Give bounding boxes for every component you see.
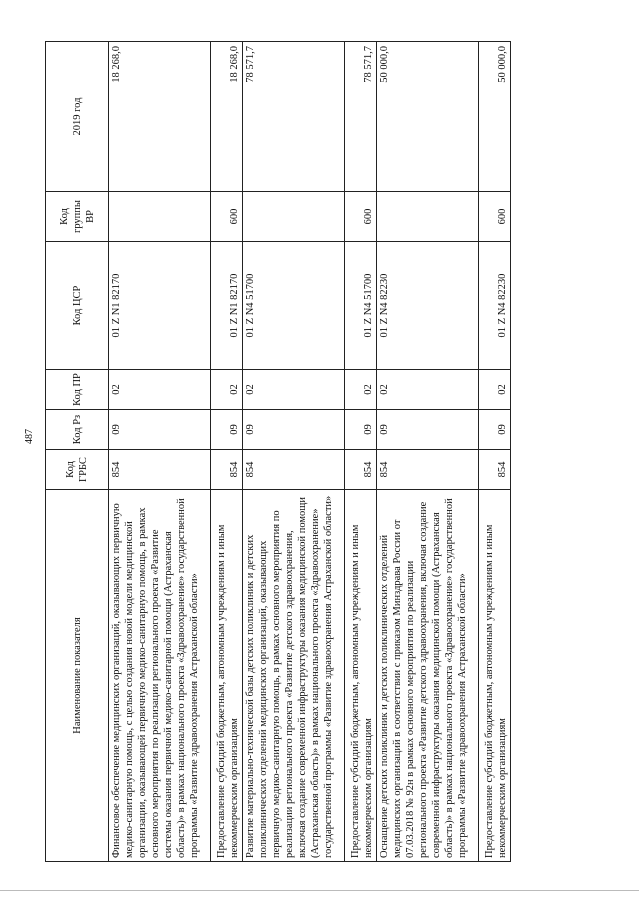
row-amount: 78 571,7 [242,42,344,192]
row-name: Финансовое обеспечение медицинских организаций, оказывающих первичную медико-санитарную помощь, с целью создания новой модели медицинской организации, оказывающей первичную медико-санитарную помощь, в рамках основного мероприятия по реализации регионального проекта «Развитие системы оказания первичной медико-санитарной помощи (Астраханская область)» в рамках национального проекта «Здравоохранение» государственной программы «Развитие здравоохранения Астраханской области» [109,490,211,862]
row-csr: 01 Z N1 82170 [109,242,211,370]
row-csr: 01 Z N1 82170 [211,242,243,370]
header-csr: Код ЦСР [46,242,109,370]
table-row [376,42,478,862]
row-pr: 02 [242,370,344,410]
row-grbs: 854 [211,450,243,490]
row-vr [109,192,211,242]
header-name: Наименование показателя [46,490,109,862]
row-rz: 09 [109,410,211,450]
row-csr: 01 Z N4 51700 [345,242,377,370]
row-name: Оснащение детских поликлиник и детских поликлинических отделений медицинских организаций в соответствии с приказом Минздрава России от 07.03.2018 № 92н в рамках основного мероприятия по реализации регионального проекта «Развитие детского здравоохранения, включая создание современной инфраструктуры оказания медицинской помощи (Астраханская область)» в рамках национального проекта «Здравоохранение» государственной программы «Развитие здравоохранения Астраханской области» [376,490,478,862]
row-amount: 50 000,0 [479,42,511,192]
table-row [211,42,243,862]
table-row [345,42,377,862]
row-pr: 02 [376,370,478,410]
header-pr: Код ПР [46,370,109,410]
row-amount: 18 268,0 [109,42,211,192]
row-grbs: 854 [345,450,377,490]
row-csr: 01 Z N4 51700 [242,242,344,370]
header-rz: Код Рз [46,410,109,450]
row-rz: 09 [211,410,243,450]
row-grbs: 854 [479,450,511,490]
row-grbs: 854 [109,450,211,490]
row-grbs: 854 [242,450,344,490]
row-vr [242,192,344,242]
row-vr: 600 [211,192,243,242]
header-vr: Код группы ВР [46,192,109,242]
row-amount: 78 571,7 [345,42,377,192]
row-amount: 18 268,0 [211,42,243,192]
row-vr: 600 [345,192,377,242]
row-name: Предоставление субсидий бюджетным, автономным учреждениям и иным некоммерческим организациям [479,490,511,862]
rotated-table-container [45,42,511,862]
row-grbs: 854 [376,450,478,490]
row-name: Предоставление субсидий бюджетным, автономным учреждениям и иным некоммерческим организациям [211,490,243,862]
row-pr: 02 [211,370,243,410]
row-rz: 09 [376,410,478,450]
row-rz: 09 [479,410,511,450]
row-name: Предоставление субсидий бюджетным, автономным учреждениям и иным некоммерческим организациям [345,490,377,862]
page-number: 487 [24,429,35,444]
row-pr: 02 [479,370,511,410]
row-rz: 09 [345,410,377,450]
table-row [109,42,211,862]
row-amount: 50 000,0 [376,42,478,192]
header-row [46,42,109,862]
header-year: 2019 год [46,42,109,192]
row-csr: 01 Z N4 82230 [479,242,511,370]
row-pr: 02 [109,370,211,410]
row-name: Развитие материально-технической базы детских поликлиник и детских поликлинических отделений медицинских организаций, оказывающих первичную медико-санитарную помощь, в рамках основного мероприятия по реализации регионального проекта «Развитие детского здравоохранения, включая создание современной инфраструктуры оказания медицинской помощи (Астраханская область)» в рамках национального проекта «Здравоохранение» государственной программы «Развитие здравоохранения Астраханской области» [242,490,344,862]
header-grbs: Код ГРБС [46,450,109,490]
page-edge-line [0,890,639,891]
row-vr [376,192,478,242]
row-rz: 09 [242,410,344,450]
table-row [479,42,511,862]
table-row [242,42,344,862]
budget-table [45,41,511,862]
row-csr: 01 Z N4 82230 [376,242,478,370]
row-vr: 600 [479,192,511,242]
row-pr: 02 [345,370,377,410]
